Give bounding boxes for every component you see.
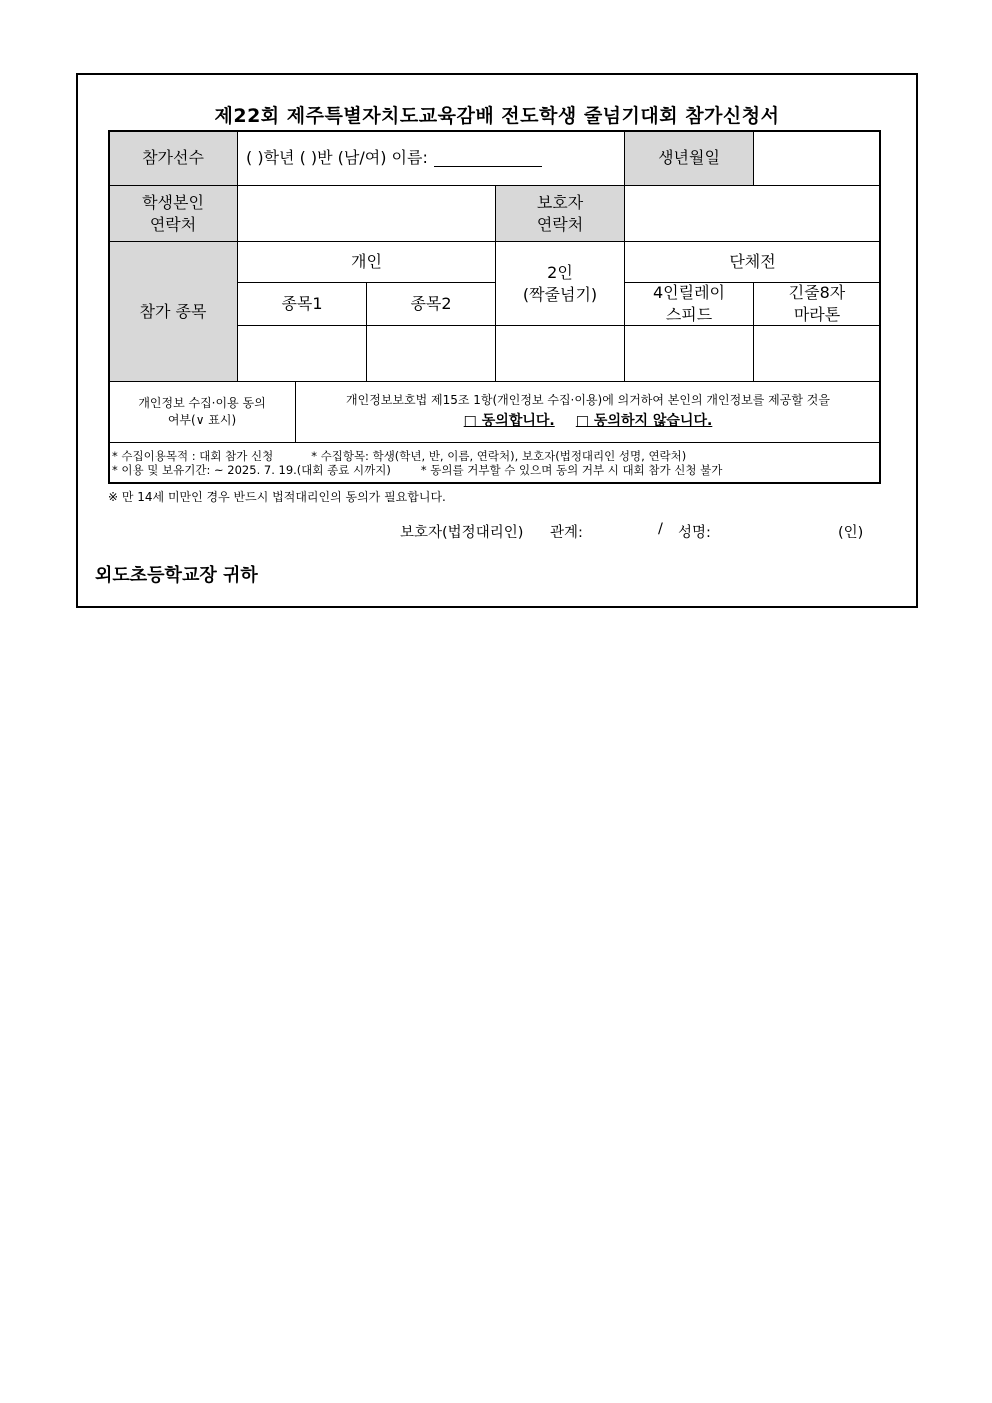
age-notice: ※ 만 14세 미만인 경우 반드시 법적대리인의 동의가 필요합니다. xyxy=(108,490,446,504)
pair-header xyxy=(495,241,625,326)
consent-text: 개인정보보호법 제15조 1항(개인정보 수집·이용)에 의거하여 본인의 개인정보를 제공할 것을 xyxy=(346,393,830,407)
guardian-label: 보호자(법정대리인) xyxy=(400,525,524,541)
name-blank-line xyxy=(434,150,542,167)
participant-info-field[interactable] xyxy=(237,130,625,186)
addressee: 외도초등학교장 귀하 xyxy=(95,565,258,586)
footnote-purpose: * 수집이용목적 : 대회 참가 신청 xyxy=(112,449,274,463)
birthdate-field[interactable] xyxy=(753,130,881,186)
event1-field[interactable] xyxy=(237,325,367,382)
student-contact-label xyxy=(108,185,238,242)
team-relay-line1: 4인릴레이 xyxy=(652,283,725,302)
guardian-contact-line1: 보호자 xyxy=(536,192,584,212)
birthdate-label: 생년월일 xyxy=(624,130,754,186)
privacy-footnotes xyxy=(108,442,881,484)
team-relay-field[interactable] xyxy=(624,325,754,382)
event2-field[interactable] xyxy=(366,325,496,382)
team-header: 단체전 xyxy=(624,241,881,283)
participant-label: 참가선수 xyxy=(108,130,238,186)
individual-header: 개인 xyxy=(237,241,496,283)
form-title: 제22회 제주특별자치도교육감배 전도학생 줄넘기대회 참가신청서 xyxy=(214,105,780,127)
name-label: 성명: xyxy=(678,525,711,541)
event1-header: 종목1 xyxy=(237,282,367,326)
events-label: 참가 종목 xyxy=(108,241,238,382)
pair-line1: 2인 xyxy=(547,262,573,282)
separator-slash: / xyxy=(658,521,663,537)
seal-mark: (인) xyxy=(838,525,864,541)
pair-line2: (짝줄넘기) xyxy=(522,284,598,304)
team-longrope-header xyxy=(753,282,881,326)
relation-label: 관계: xyxy=(550,525,583,541)
team-longrope-line2: 마라톤 xyxy=(793,305,841,324)
grade-class-text: ( )학년 ( )반 (남/여) 이름: xyxy=(246,148,428,167)
team-longrope-line1: 긴줄8자 xyxy=(788,283,846,302)
form-frame xyxy=(76,73,918,608)
consent-label-line1: 개인정보 수집·이용 동의 xyxy=(138,396,266,410)
student-contact-line1: 학생본인 xyxy=(142,192,204,212)
consent-statement xyxy=(295,381,881,443)
student-contact-line2: 연락처 xyxy=(149,214,197,234)
event2-header: 종목2 xyxy=(366,282,496,326)
guardian-contact-field[interactable] xyxy=(624,185,881,242)
student-contact-field[interactable] xyxy=(237,185,496,242)
consent-label xyxy=(108,381,296,443)
guardian-contact-line2: 연락처 xyxy=(536,214,584,234)
footnote-period: * 이용 및 보유기간: ~ 2025. 7. 19.(대회 종료 시까지) xyxy=(112,463,391,477)
team-relay-line2: 스피드 xyxy=(665,305,713,324)
consent-label-line2: 여부(∨ 표시) xyxy=(167,413,237,427)
pair-field[interactable] xyxy=(495,325,625,382)
agree-checkbox[interactable]: □ 동의합니다. xyxy=(463,413,555,429)
team-longrope-field[interactable] xyxy=(753,325,881,382)
footnote-refusal: * 동의를 거부할 수 있으며 동의 거부 시 대회 참가 신청 불가 xyxy=(420,463,723,477)
team-relay-header xyxy=(624,282,754,326)
footnote-items: * 수집항목: 학생(학년, 반, 이름, 연락처), 보호자(법정대리인 성명, 연락처) xyxy=(311,449,687,463)
disagree-checkbox[interactable]: □ 동의하지 않습니다. xyxy=(575,413,713,429)
guardian-contact-label xyxy=(495,185,625,242)
